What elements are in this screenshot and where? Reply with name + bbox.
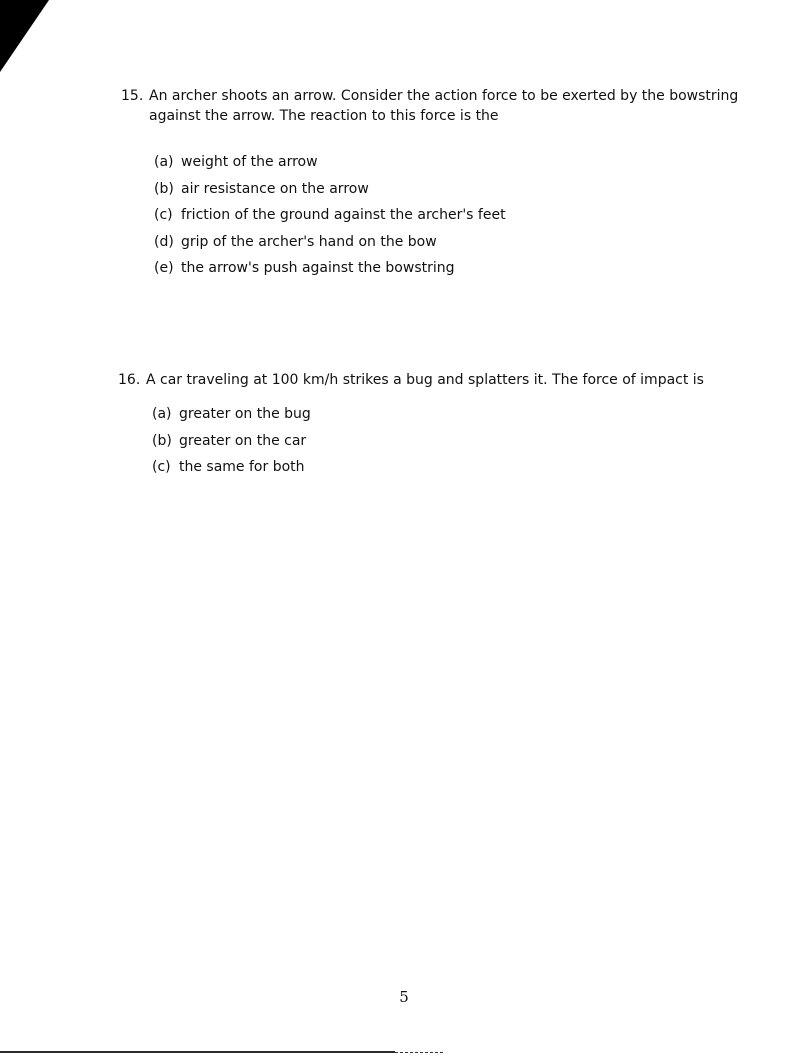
- page-number: 5: [399, 988, 409, 1006]
- option-letter: (a): [154, 154, 174, 170]
- option-text: the same for both: [179, 459, 305, 475]
- option-text: friction of the ground against the archer's feet: [181, 207, 506, 223]
- option-letter: (b): [152, 432, 172, 449]
- option-letter: (d): [154, 233, 174, 250]
- question-stem: An archer shoots an arrow. Consider the action force to be exerted by the bowstring against the arrow. The reaction to this force is the: [149, 88, 739, 124]
- question-number: 15.: [121, 88, 144, 104]
- answer-option-c: [154, 205, 756, 232]
- scan-edge-line: [0, 1051, 395, 1053]
- option-text: the arrow's push against the bowstring: [181, 260, 455, 276]
- question-number: 16.: [118, 372, 141, 388]
- answer-option-a: [152, 404, 758, 431]
- option-text: air resistance on the arrow: [181, 180, 369, 197]
- answer-option-c: [152, 457, 758, 484]
- question-16: [118, 370, 758, 484]
- answer-option-b: [152, 431, 758, 458]
- question-stem: A car traveling at 100 km/h strikes a bug and splatters it. The force of impact is: [146, 372, 704, 388]
- answer-options: [154, 152, 756, 285]
- option-text: grip of the archer's hand on the bow: [181, 233, 437, 250]
- option-letter: (e): [154, 260, 174, 276]
- question-15: [121, 86, 756, 285]
- option-text: greater on the car: [179, 432, 307, 449]
- corner-scan-mark: [0, 0, 49, 72]
- answer-option-e: [154, 258, 756, 285]
- option-letter: (b): [154, 180, 174, 197]
- answer-options: [152, 404, 758, 484]
- option-letter: (c): [152, 459, 171, 475]
- answer-option-b: [154, 179, 756, 206]
- option-text: greater on the bug: [179, 406, 311, 422]
- scan-edge-dashes: [395, 1052, 445, 1053]
- answer-option-d: [154, 232, 756, 259]
- answer-option-a: [154, 152, 756, 179]
- option-letter: (c): [154, 207, 173, 223]
- option-letter: (a): [152, 406, 172, 422]
- option-text: weight of the arrow: [181, 154, 318, 170]
